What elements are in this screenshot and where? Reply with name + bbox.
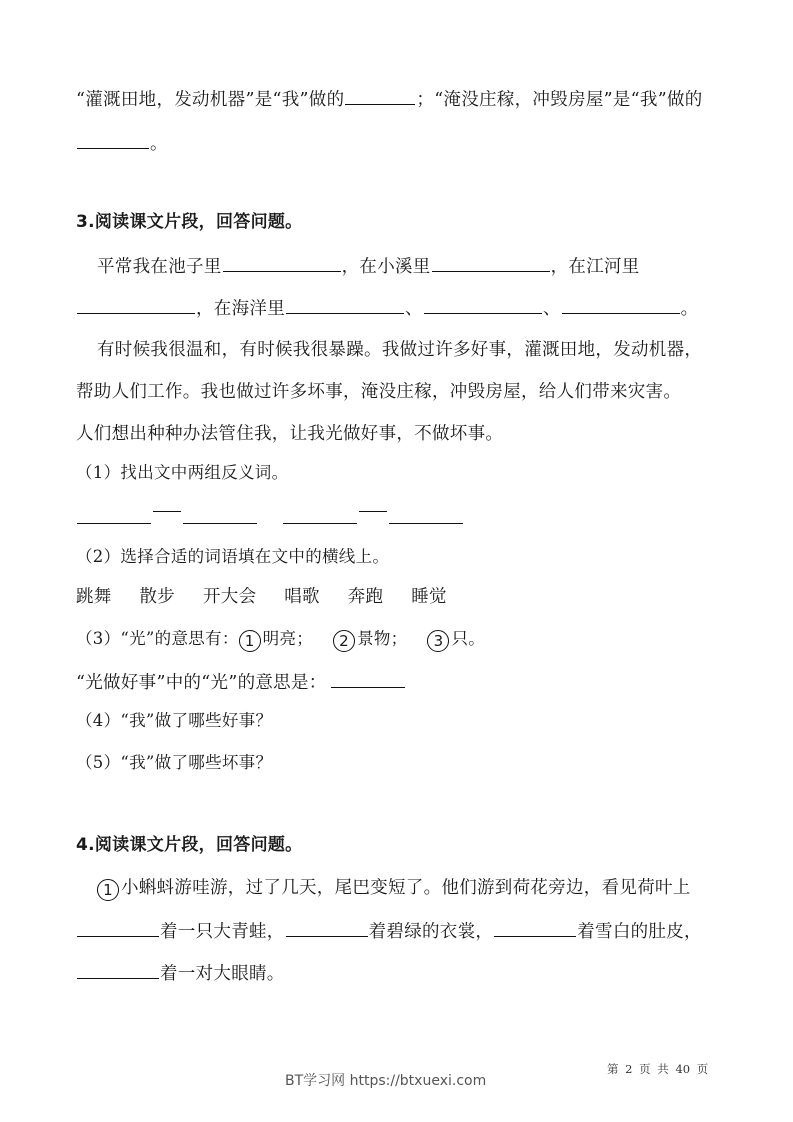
q3-sub2: （2）选择合适的词语填在文中的横线上。 — [76, 547, 390, 566]
text: ，在海洋里 — [196, 299, 285, 319]
text: “灌溉田地，发动机器”是“我”做的 — [76, 90, 345, 110]
answer-blank[interactable] — [286, 295, 404, 314]
text: ，在江河里 — [550, 257, 640, 277]
text: 着一只大青蛙， — [160, 922, 285, 942]
answer-blank[interactable] — [77, 130, 149, 149]
q4-heading: 4.阅读课文片段，回答问题。 — [76, 835, 303, 855]
text: 着雪白的肚皮， — [577, 922, 702, 942]
page-indicator: 第 2 页 共 40 页 — [607, 1062, 709, 1076]
antonym-blank[interactable] — [77, 505, 151, 524]
q3-sub5: （5）“我”做了哪些坏事？ — [76, 753, 273, 772]
circled-number-paragraph: 1 — [97, 879, 119, 901]
text: ，在小溪里 — [341, 257, 431, 277]
q3-sub1: （1）找出文中两组反义词。 — [76, 463, 289, 482]
q2-continuation-line-1 — [76, 86, 703, 112]
text: ；“淹没庄稼，冲毁房屋”是“我”做的 — [416, 90, 703, 110]
text: 、 — [405, 299, 423, 319]
text: （3）“光”的意思有： — [76, 629, 239, 648]
text: 。 — [150, 134, 168, 154]
site-watermark: BT学习网 https://btxuexi.com — [285, 1073, 487, 1089]
text: “光做好事”中的“光”的意思是： — [76, 673, 327, 693]
circled-number-3: 3 — [427, 630, 449, 652]
q3-heading: 3.阅读课文片段，回答问题。 — [76, 212, 303, 232]
q3-passage-line-1: 有时候我很温和，有时候我很暴躁。我做过许多好事，灌溉田地，发动机器， — [97, 340, 703, 360]
antonym-blank[interactable] — [183, 505, 257, 524]
answer-blank[interactable] — [562, 295, 680, 314]
antonym-answer-row — [76, 505, 464, 531]
q3-fill-line-1 — [97, 253, 640, 279]
word-option: 开大会 — [202, 587, 257, 607]
antonym-blank[interactable] — [389, 505, 463, 524]
dash-separator — [359, 511, 387, 512]
answer-blank[interactable] — [345, 86, 415, 105]
q3-passage-line-3: 人们想出种种办法管住我，让我光做好事，不做坏事。 — [76, 424, 504, 444]
circled-number-2: 2 — [333, 630, 355, 652]
text: 平常我在池子里 — [97, 257, 222, 277]
text: 明亮； — [262, 629, 314, 648]
antonym-blank[interactable] — [283, 505, 357, 524]
text: 着一对大眼睛。 — [160, 964, 285, 984]
answer-blank[interactable] — [77, 918, 159, 937]
q4-passage-line-2 — [76, 918, 702, 944]
q3-sub3 — [76, 627, 485, 652]
word-options-row — [76, 585, 469, 609]
text: 、 — [542, 299, 561, 319]
q4-passage-line-3 — [76, 960, 285, 986]
text: 小蝌蚪游哇游，过了几天，尾巴变短了。他们游到荷花旁边，看见荷叶上 — [121, 878, 691, 898]
q2-continuation-line-2 — [76, 130, 168, 156]
answer-blank[interactable] — [286, 918, 368, 937]
circled-number-1: 1 — [239, 630, 261, 652]
q3-fill-line-2 — [76, 295, 698, 321]
word-option: 奔跑 — [347, 587, 384, 607]
answer-blank[interactable] — [432, 253, 550, 272]
text: 景物； — [357, 629, 408, 648]
q3-passage-line-2: 帮助人们工作。我也做过许多坏事，淹没庄稼，冲毁房屋，给人们带来灾害。 — [76, 382, 682, 402]
q3-sub4: （4）“我”做了哪些好事？ — [76, 711, 273, 730]
word-option: 唱歌 — [284, 587, 320, 607]
text: 。 — [680, 299, 699, 319]
word-option: 散步 — [139, 587, 176, 607]
answer-blank[interactable] — [77, 960, 159, 979]
text: 着碧绿的衣裳， — [368, 922, 494, 942]
q4-passage-line-1 — [97, 876, 691, 901]
text: 只。 — [451, 629, 486, 648]
word-option: 跳舞 — [76, 587, 112, 607]
dash-separator — [153, 511, 181, 512]
word-option: 睡觉 — [411, 587, 447, 607]
answer-blank[interactable] — [77, 295, 195, 314]
answer-blank[interactable] — [223, 253, 341, 272]
answer-blank[interactable] — [331, 669, 405, 688]
answer-blank[interactable] — [424, 295, 542, 314]
answer-blank[interactable] — [494, 918, 576, 937]
q3-sub3-question — [76, 669, 406, 695]
